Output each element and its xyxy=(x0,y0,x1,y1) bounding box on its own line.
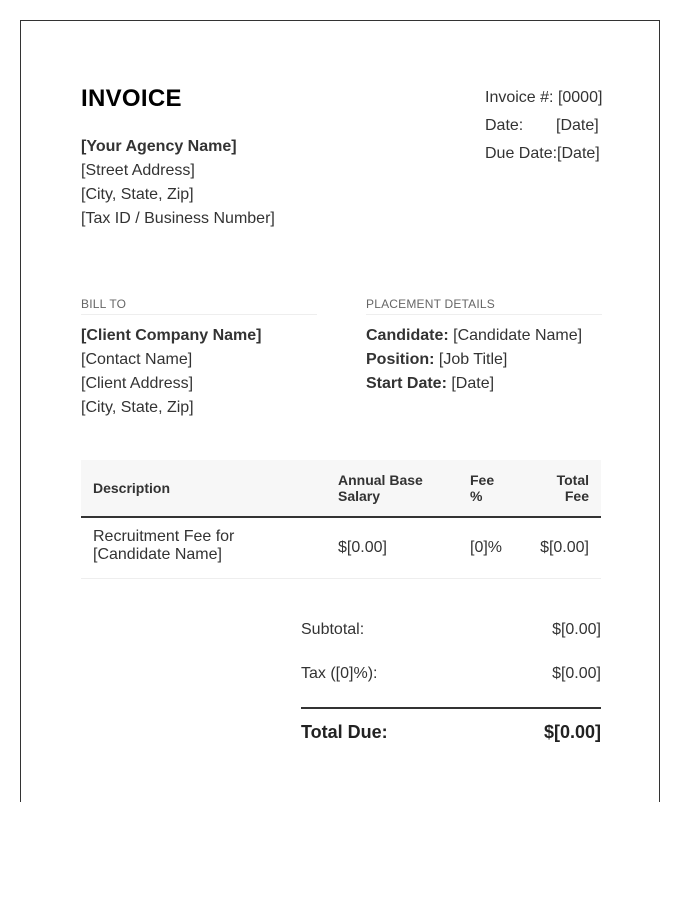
totals-block xyxy=(301,621,601,744)
agency-street: [Street Address] xyxy=(81,162,195,179)
subtotal-label: Subtotal: xyxy=(301,621,365,638)
row-description-line1: Recruitment Fee for xyxy=(93,528,235,545)
row-salary: $[0.00] xyxy=(338,539,387,556)
line-items-table xyxy=(81,460,601,579)
column-header-total-line1: Total xyxy=(556,472,589,488)
due-date-label: Due Date: xyxy=(485,145,558,162)
subtotal-row xyxy=(301,621,601,641)
column-header-description: Description xyxy=(93,480,171,496)
row-fee-percent: [0]% xyxy=(470,539,503,556)
tax-value: $[0.00] xyxy=(552,665,601,682)
total-due-label: Total Due: xyxy=(301,722,388,742)
total-due-row xyxy=(301,722,601,744)
bill-to-heading: BILL TO xyxy=(81,297,317,315)
invoice-page xyxy=(20,20,660,802)
column-header-total-line2: Fee xyxy=(564,488,589,504)
invoice-meta xyxy=(485,84,602,168)
position-row xyxy=(366,348,582,372)
position-value: [Job Title] xyxy=(438,351,508,368)
agency-city: [City, State, Zip] xyxy=(81,186,194,203)
invoice-date-row xyxy=(485,112,602,140)
start-date-value: [Date] xyxy=(451,375,495,392)
subtotal-value: $[0.00] xyxy=(552,621,601,638)
client-company-name: [Client Company Name] xyxy=(81,327,262,344)
column-header-salary-line1: Annual Base xyxy=(338,472,423,488)
tax-row xyxy=(301,665,601,685)
position-label: Position: xyxy=(366,351,435,368)
row-description-line2: [Candidate Name] xyxy=(93,546,222,563)
table-header xyxy=(81,460,601,518)
bill-to-block xyxy=(81,324,261,420)
column-header-fee xyxy=(470,472,510,504)
due-date-value: [Date] xyxy=(557,145,600,162)
invoice-number-value: [0000] xyxy=(557,89,603,106)
table-row xyxy=(81,518,601,579)
column-header-fee-line2: % xyxy=(470,488,483,504)
total-due-value: $[0.00] xyxy=(543,722,601,742)
column-header-salary-line2: Salary xyxy=(338,488,381,504)
totals-divider xyxy=(301,707,601,709)
placement-details-block xyxy=(366,324,582,396)
row-total-fee: $[0.00] xyxy=(540,539,589,556)
agency-name: [Your Agency Name] xyxy=(81,138,237,155)
client-address: [Client Address] xyxy=(81,375,194,392)
invoice-date-label: Date: xyxy=(485,117,524,134)
row-description xyxy=(93,528,293,564)
invoice-date-value: [Date] xyxy=(556,117,599,134)
candidate-row xyxy=(366,324,582,348)
invoice-number-row xyxy=(485,84,602,112)
column-header-salary xyxy=(338,472,438,504)
column-header-total xyxy=(529,472,589,504)
invoice-number-label: Invoice #: xyxy=(485,89,554,106)
agency-block xyxy=(81,135,275,231)
candidate-value: [Candidate Name] xyxy=(453,327,583,344)
tax-label: Tax ([0]%): xyxy=(301,665,378,682)
start-date-label: Start Date: xyxy=(366,375,447,392)
agency-tax-id: [Tax ID / Business Number] xyxy=(81,210,275,227)
placement-details-heading: PLACEMENT DETAILS xyxy=(366,297,602,315)
client-contact-name: [Contact Name] xyxy=(81,351,193,368)
column-header-fee-line1: Fee xyxy=(470,472,495,488)
client-city: [City, State, Zip] xyxy=(81,399,194,416)
due-date-row xyxy=(485,140,602,168)
invoice-title: INVOICE xyxy=(81,85,182,112)
start-date-row xyxy=(366,372,582,396)
candidate-label: Candidate: xyxy=(366,327,449,344)
